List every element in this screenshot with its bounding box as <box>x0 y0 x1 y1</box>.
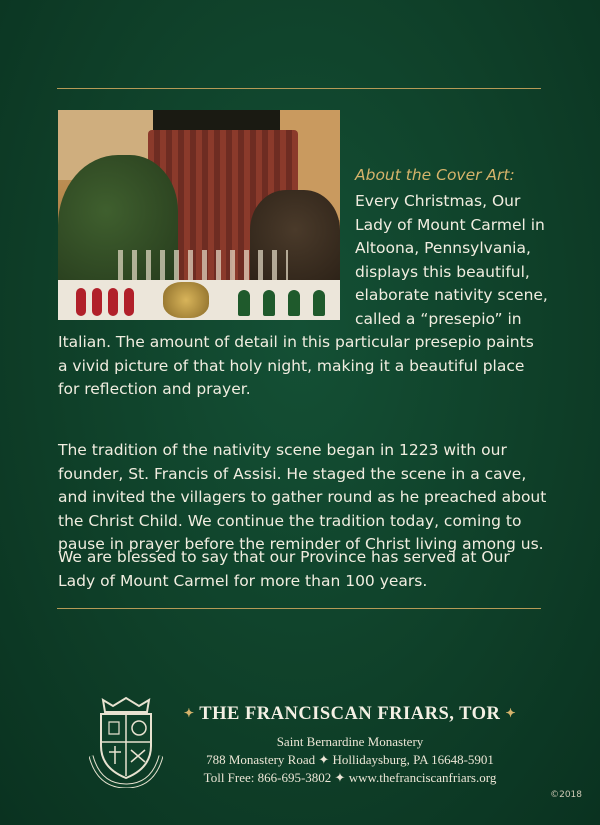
bottom-divider <box>57 608 541 609</box>
street-address: 788 Monastery Road ✦ Hollidaysburg, PA 16648-5901 <box>206 752 494 767</box>
province-paragraph: We are blessed to say that our Province has served at Our Lady of Mount Carmel for more than 100 years. <box>58 548 510 590</box>
tradition-paragraph: The tradition of the nativity scene began in 1223 with our founder, St. Francis of Assisi. He staged the scene in a cave, and invited the villagers to gather round as he preached about the Christ Child. We continue the tradition today, coming to pause in prayer before the reminder of Christ living among us. <box>58 441 547 554</box>
copyright-notice: ©2018 <box>550 790 582 800</box>
franciscan-crest-logo <box>89 696 163 788</box>
organization-name-text: THE FRANCISCAN FRIARS, TOR <box>199 704 501 724</box>
cover-art-continued-text: Italian. The amount of detail in this particular presepio paints a vivid picture of that holy night, making it a beautiful place for reflection and prayer. <box>58 333 534 399</box>
top-divider <box>57 88 541 89</box>
cover-art-heading: About the Cover Art: <box>355 166 515 184</box>
cover-art-side-text: Every Christmas, Our Lady of Mount Carmel in Altoona, Pennsylvania, displays this beautiful, elaborate nativity scene, called a “presepio” in <box>355 192 548 328</box>
diamond-icon: ✦ <box>183 706 195 720</box>
monastery-name: Saint Bernardine Monastery <box>276 734 424 749</box>
organization-name <box>170 704 530 725</box>
contact-line: Toll Free: 866-695-3802 ✦ www.thefranciscanfriars.org <box>203 770 497 785</box>
diamond-icon: ✦ <box>505 706 517 720</box>
nativity-scene-photo <box>58 110 340 320</box>
